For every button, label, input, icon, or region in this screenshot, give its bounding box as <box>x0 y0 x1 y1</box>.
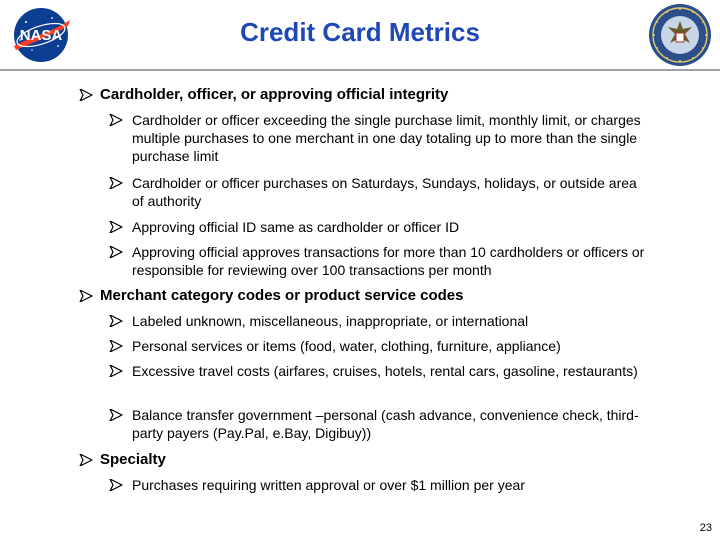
list-item: Cardholder or officer purchases on Saturdays, Sundays, holidays, or outside area of authority <box>132 175 637 209</box>
svg-text:NASA: NASA <box>19 27 63 44</box>
slide-header <box>0 0 720 70</box>
list-item: Excessive travel costs (airfares, cruises, hotels, rental cars, gasoline, restaurants) <box>132 363 638 379</box>
bullet-arrow-icon <box>109 177 123 189</box>
list-item: Cardholder or officer exceeding the single purchase limit, monthly limit, or charges multiple purchases to one merchant in one day totaling up to more than the single purchase limit <box>132 112 641 164</box>
page-title: Credit Card Metrics <box>240 17 480 47</box>
section-heading: Cardholder, officer, or approving official integrity <box>100 86 449 103</box>
bullet-arrow-icon <box>109 409 123 421</box>
section-heading: Merchant category codes or product service codes <box>100 287 464 304</box>
bullet-arrow-icon <box>109 221 123 233</box>
list-item: Balance transfer government –personal (cash advance, convenience check, third-party payers (Pay.Pal, e.Bay, Digibuy)) <box>132 407 639 441</box>
title-divider <box>0 69 720 71</box>
list-item: Purchases requiring written approval or over $1 million per year <box>132 477 525 493</box>
bullet-arrow-icon <box>109 479 123 491</box>
bullet-arrow-icon <box>109 340 123 352</box>
list-item: Approving official approves transactions for more than 10 cardholders or officers or responsible for reviewing over 100 transactions per month <box>132 244 645 278</box>
page-number: 23 <box>699 522 712 534</box>
bullet-arrow-icon <box>109 246 123 258</box>
nasa-logo-icon <box>8 6 74 64</box>
bullet-arrow-icon <box>109 114 123 126</box>
bullet-arrow-icon <box>109 365 123 377</box>
list-item: Approving official ID same as cardholder or officer ID <box>132 219 460 235</box>
bullet-arrow-icon <box>79 454 93 466</box>
seal-icon <box>648 3 712 67</box>
bullet-arrow-icon <box>79 290 93 302</box>
list-item: Personal services or items (food, water, clothing, furniture, appliance) <box>132 338 561 354</box>
bullet-arrow-icon <box>109 315 123 327</box>
bullet-arrow-icon <box>79 89 93 101</box>
section-heading: Specialty <box>100 451 166 468</box>
list-item: Labeled unknown, miscellaneous, inappropriate, or international <box>132 313 529 329</box>
